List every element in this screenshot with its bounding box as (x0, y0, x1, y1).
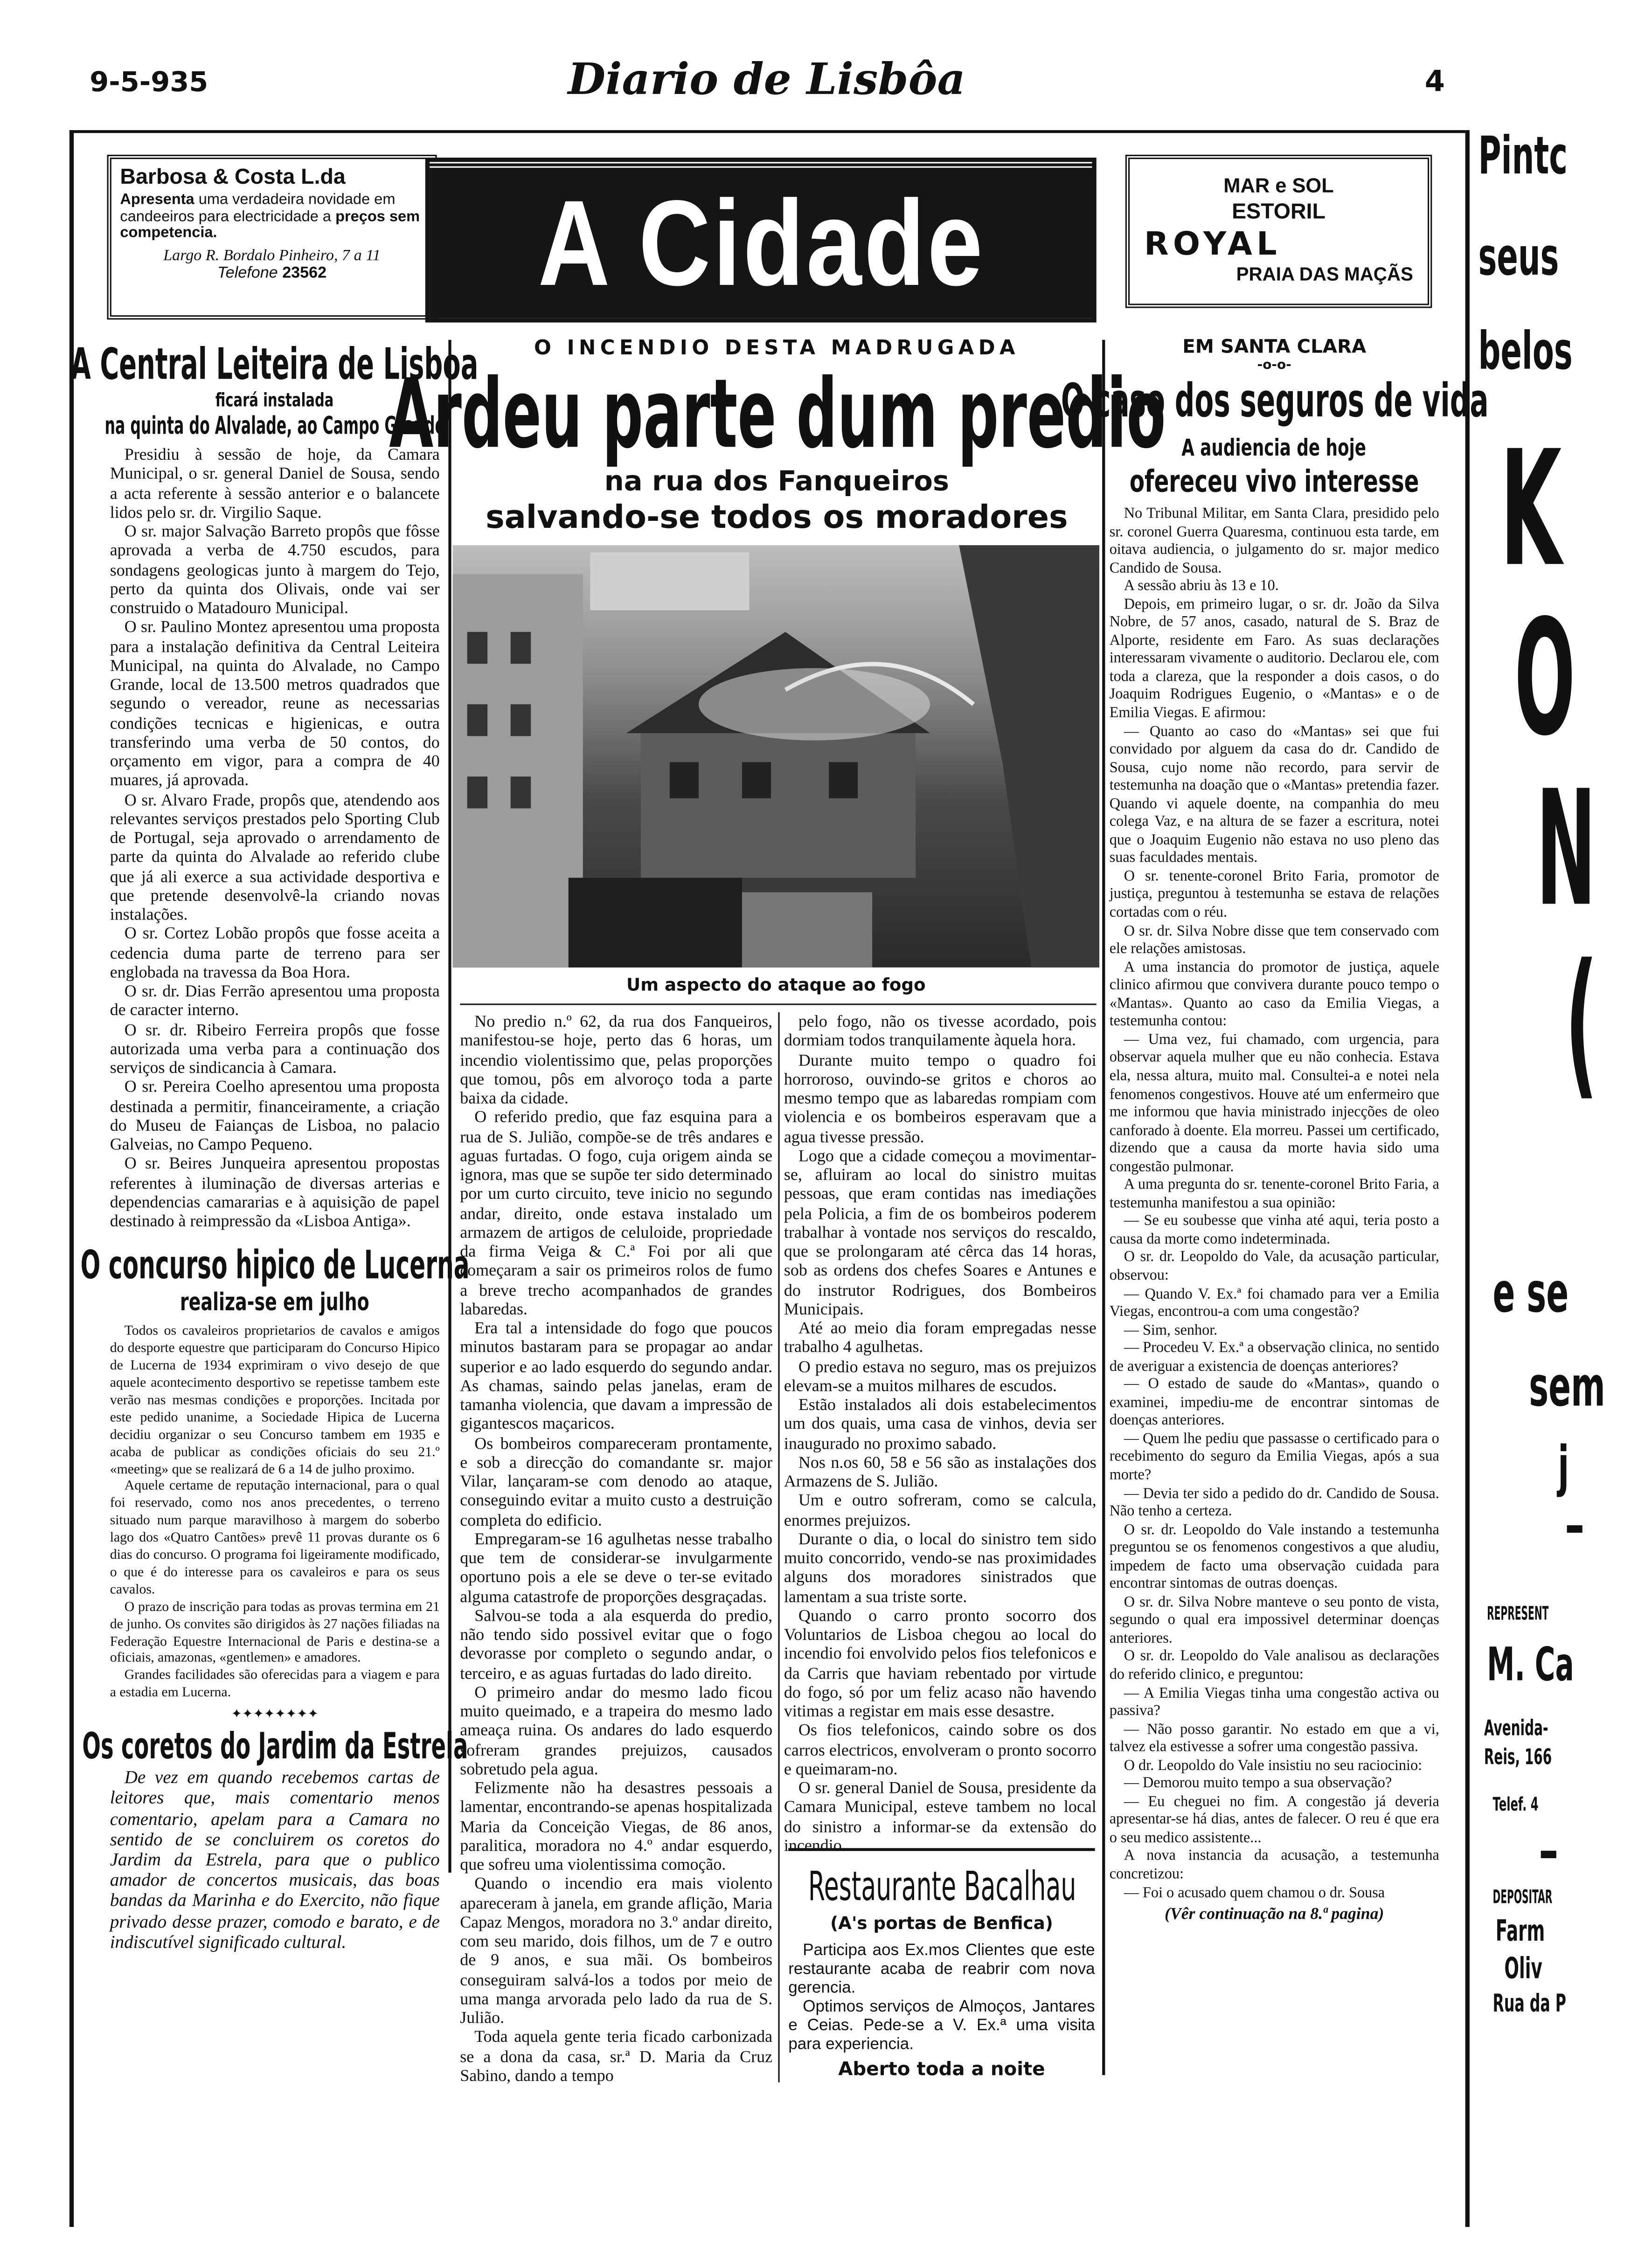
article-subheadline: ofereceu vivo interesse (1129, 464, 1419, 499)
article-subheadline: na quinta do Alvalade, ao Campo Grande (104, 412, 445, 441)
column-divider (448, 340, 451, 1873)
paragraph: — A Emilia Viegas tinha uma congestão activa ou passiva? (1109, 1685, 1439, 1720)
paragraph: O sr. dr. Leopoldo do Vale, da acusação particular, observou: (1109, 1250, 1439, 1284)
paragraph: — Uma vez, fui chamado, com urgencia, para observar aquela mulher que eu não conhecia. Estava ela, nessa altura, muito mal. Consultei-a e notei nela fenomenos congestivos. Houve até um enfermeiro que me informou que havia ministrado injecções de oleo canforado à doente. Ela morreu. Passei um certificado, dizendo que a causa da morte havia sido uma congestão pulmonar. (1109, 1032, 1439, 1175)
ad-right-strip (1478, 127, 1652, 2256)
ad-strip-text: sem (1529, 1355, 1605, 1419)
ad-text: Participa aos Ex.mos Clientes que este restaurante acaba de reabrir com nova gerencia. (788, 1942, 1095, 1997)
paragraph: Os bombeiros compareceram prontamente, e sob a direcção do comandante sr. major Vilar, lançaram-se com denodo ao ataque, conseguindo evitar a muito custo a destruição completa do edificio. (460, 1433, 773, 1529)
paragraph: Os fios telefonicos, caindo sobre os dos carros electricos, envolveram o pronto socorro e queimaram-no. (784, 1721, 1097, 1778)
paragraph: Toda aquela gente teria ficado carbonizada se a dona da casa, sr.ª D. Maria da Cruz Sabino, dando a tempo (460, 2027, 773, 2085)
ad-text: Optimos serviços de Almoços, Jantares e Ceias. Pede-se a V. Ex.ª uma visita para experiencia. (788, 1998, 1095, 2054)
paragraph: O sr. dr. Leopoldo do Vale analisou as declarações do referido clinico, e preguntou: (1109, 1649, 1439, 1683)
continuation-note: (Vêr continuação na 8.ª pagina) (1165, 1906, 1384, 1924)
ad-strip-text: ▬ (1539, 1842, 1558, 1866)
paragraph: Um e outro sofreram, como se calcula, enormes prejuizos. (784, 1491, 1097, 1529)
ad-line: ESTORIL (1232, 199, 1326, 224)
paragraph: O sr. dr. Silva Nobre disse que tem conservado com ele relações amistosas. (1109, 923, 1439, 958)
paragraph: — Quando V. Ex.ª foi chamado para ver a Emilia Viegas, encontrou-a com uma congestão? (1109, 1286, 1439, 1321)
paragraph: — Não posso garantir. No estado em que a vi, talvez ela estivesse a sofrer uma congestão passiva. (1109, 1722, 1439, 1756)
ad-strip-text: Telef. 4 (1492, 1794, 1539, 1817)
ad-strip-letter: N (1536, 756, 1596, 941)
paragraph: Nos n.os 60, 58 e 56 são as instalações dos Armazens de S. Julião. (784, 1453, 1097, 1491)
paragraph: — Demorou muito tempo a sua observação? (1124, 1776, 1392, 1792)
paragraph: Durante o dia, o local do sinistro tem sido muito concorrido, vendo-se nas proximidades alguns dos moradores sinistrados que lamentam a sua triste sorte. (784, 1529, 1097, 1606)
ad-strip-text: e se (1492, 1261, 1569, 1325)
paragraph: Até ao meio dia foram empregadas nesse trabalho 4 agulhetas. (784, 1319, 1097, 1357)
fire-photo (453, 545, 1099, 968)
article-body-column (784, 1012, 1097, 1855)
paragraph: O referido predio, que faz esquina para a rua de S. Julião, compõe-se de três andares e aguas furtadas. O fogo, cuja origem ainda se ignora, mas que se supõe ter sido determinado por um curto circuito, teve inicio no segundo andar, direito, onde estava instalado um armazem de artigos de celuloide, propriedade da firma Veiga & C.ª Foi por ali que começaram a sair os primeiros rolos de fumo a breve trecho acompanhados de grandes labaredas. (460, 1108, 773, 1319)
paragraph: Durante muito tempo o quadro foi horroroso, ouvindo-se gritos e choros ao mesmo tempo que as labaredas rompiam com violencia e os bombeiros esperavam que a agua tivesse pressão. (784, 1051, 1097, 1146)
article-body (110, 445, 440, 1231)
article-body (110, 1767, 440, 1952)
paragraph: O sr. general Daniel de Sousa, presidente da Camara Municipal, esteve tambem no local do sinistro a informar-se da extensão do incendio. (784, 1778, 1097, 1855)
paragraph: O prazo de inscrição para todas as provas termina em 21 de junho. Os convites são dirigidos às 27 nações filiadas na Federação Equestre Internacional de Paris e destina-se a oficiais, amazonas, «gentlemen» e amadores. (110, 1599, 440, 1667)
ad-barbosa-costa (107, 155, 437, 320)
paragraph: O sr. Pereira Coelho apresentou uma proposta destinada a permitir, financeiramente, a criação do Museu de Faianças de Lisboa, no palacio Galveias, no Campo Pequeno. (110, 1078, 440, 1154)
ad-strip-text: Avenida- (1484, 1715, 1548, 1741)
article-headline: O caso dos seguros de vida (1060, 373, 1488, 428)
ad-strip-text: REPRESENT (1487, 1604, 1549, 1625)
caption-rule (460, 1003, 1097, 1005)
article-kicker: O INCENDIO DESTA MADRUGADA (534, 337, 1020, 360)
paragraph: A uma pregunta do sr. tenente-coronel Brito Faria, a testemunha manifestou a sua opinião: (1109, 1177, 1439, 1212)
article-kicker: EM SANTA CLARA (1182, 337, 1367, 359)
paragraph: Depois, em primeiro lugar, o sr. dr. João da Silva Nobre, de 57 anos, casado, natural de S. Braz de Alporte, residente em Faro. As suas declarações interessaram vivamente o auditorio. Declarou ele, com toda a clareza, que la responder a dois casos, o do Joaquim Rodrigues Eugenio, o «Mantas» e o de Emilia Viegas. E afirmou: (1109, 597, 1439, 722)
paragraph: No Tribunal Militar, em Santa Clara, presidido pelo sr. coronel Guerra Quaresma, continuou esta tarde, em oitava audiencia, o julgamento do sr. major medico Candido de Sousa. (1109, 506, 1439, 577)
paragraph: A sessão abriu às 13 e 10. (1124, 579, 1279, 595)
article-subheadline: ficará instalada (215, 390, 334, 412)
paragraph: O predio estava no seguro, mas os prejuizos elevam-se a muitos milhares de escudos. (784, 1357, 1097, 1395)
ad-strip-text: M. Ca (1487, 1637, 1574, 1692)
ad-restaurant-name: Restaurante Bacalhau (807, 1862, 1076, 1910)
article-central-leiteira (71, 339, 479, 1952)
paragraph: No predio n.º 62, da rua dos Fanqueiros, manifestou-se hoje, perto das 6 horas, um incendio violentissimo que, pelas proporções que tomou, pôs em alvoroço toda a parte baixa da cidade. (460, 1012, 773, 1108)
photo-caption: Um aspecto do ataque ao fogo (626, 975, 926, 995)
page-number: 4 (1424, 63, 1445, 98)
paragraph: Logo que a cidade começou a movimentar-se, afluiram ao local do sinistro muitas pessoas, que eram contidas nas imediações pela Policia, a fim de os bombeiros poderem trabalhar à vontade nos serviços do rescaldo, que se prolongaram até cêrca das 14 horas, sob as ordens dos chefes Soares e Antunes e do instrutor Rodrigues, dos Bombeiros Municipais. (784, 1146, 1097, 1319)
article-headline: A Central Leiteira de Lisboa (71, 339, 479, 391)
paragraph: — Eu cheguei no fim. A congestão já deveria apresentar-se há dias, antes de falecer. O reu é que era o seu medico assistente... (1109, 1794, 1439, 1847)
ad-hotel-name: ROYAL (1144, 227, 1281, 263)
ad-phone: Telefone 23562 (217, 263, 327, 282)
paragraph: A nova instancia da acusação, a testemunha concretizou: (1109, 1848, 1439, 1883)
ad-strip-text: j (1558, 1434, 1569, 1498)
section-banner (430, 162, 1092, 318)
article-subheadline: realiza-se em julho (180, 1289, 370, 1318)
ornament: -o-o- (1257, 359, 1291, 373)
ad-strip-text: Farm (1495, 1913, 1545, 1948)
article-subheadline: salvando-se todos os moradores (486, 500, 1068, 537)
paragraph: Estão instalados ali dois estabelecimentos um dos quais, uma casa de vinhos, devia ser inaugurado no proximo sabado. (784, 1395, 1097, 1453)
paragraph: O sr. Alvaro Frade, propôs que, atendendo aos relevantes serviços prestados pelo Sporting Club de Portugal, seja aprovado o arrendamento de parte da quinta do Alvalade ao referido clube que já ali exerce a sua actividade desportiva e que pretende desenvolvê-la criando novas instalações. (110, 790, 440, 924)
article-seguros (1060, 337, 1488, 1924)
right-strip-rule (1465, 130, 1470, 2227)
ad-strip-letter: O (1514, 586, 1576, 771)
ad-closing: Aberto toda a noite (838, 2059, 1045, 2081)
paragraph: O sr. tenente-coronel Brito Faria, promotor de justiça, preguntou à testemunha se estava de relações cortadas com o réu. (1109, 869, 1439, 921)
paragraph: Salvou-se toda a ala esquerda do predio, não tendo sido possivel evitar que o fogo devorasse por completo o segundo andar, o terceiro, e as aguas furtadas do lado direito. (460, 1606, 773, 1683)
section-banner-title: A Cidade (537, 175, 985, 311)
paragraph: O sr. dr. Ribeiro Ferreira propôs que fosse autorizada uma verba para a continuação dos serviços de sindicancia à Camara. (110, 1020, 440, 1078)
paragraph: O primeiro andar do mesmo lado ficou muito queimado, e a trapeira do mesmo lado ameaça ruina. Os andares do lado esquerdo sofreram grandes prejuizos, causados sobretudo pela agua. (460, 1683, 773, 1778)
paragraph: Quando o incendio era mais violento apareceram à janela, em grande aflição, Maria Capaz Mengos, moradora no 3.º andar direito, com seu marido, dois filhos, um de 7 e outro de 9 anos, e sua mãi. Os bombeiros conseguiram salvá-los a todos por meio de uma manga arvorada pelo lado da rua de S. Julião. (460, 1874, 773, 2028)
ad-strip-text: Rua da P (1492, 1990, 1566, 2019)
column-divider (778, 1012, 779, 2082)
ad-company-name: Barbosa & Costa L.da (120, 165, 346, 190)
paragraph: — Devia ter sido a pedido do dr. Candido de Sousa. Não tenho a certeza. (1109, 1486, 1439, 1520)
paragraph: — Quem lhe pediu que passasse o certificado para o recebimento do seguro da Emilia Viegas, após a sua morte? (1109, 1431, 1439, 1484)
article-headline: Ardeu parte dum predio (388, 359, 1166, 470)
ornament-separator: ✦✦✦✦✦✦✦✦ (231, 1707, 319, 1722)
paragraph: — Sim, senhor. (1124, 1322, 1218, 1339)
paragraph: — Quanto ao caso do «Mantas» sei que fui convidado por alguem da casa do dr. Candido de Sousa, cujo nome não recordo, para servir de testemunha na doação que o «Mantas» pretendia fazer. Quando vi aquele doente, na companhia do meu colega Vaz, e na altura de se fazer a escritura, notei que o Joaquim Eugenio não estava no uso pleno das suas faculdades mentais. (1109, 724, 1439, 867)
paragraph: pelo fogo, não os tivesse acordado, pois dormiam todos tranquilamente àquela hora. (784, 1012, 1097, 1051)
paragraph: Felizmente não ha desastres pessoais a lamentar, encontrando-se apenas hospitalizada Maria da Conceição Viegas, de 86 anos, paralitica, moradora no 4.º andar esquerdo, que sofreu uma violentissima comoção. (460, 1778, 773, 1874)
ad-description: Apresenta uma verdadeira novidade em candeeiros para electricidade a preços sem competencia. (120, 191, 420, 242)
paragraph: O sr. Cortez Lobão propôs que fosse aceita a cedencia duma parte de terreno para ser englobada na travessa da Boa Hora. (110, 924, 440, 982)
paragraph: Aquele certame de reputação internacional, para o qual foi reservado, como nos anos precedentes, o terreno situado num parque maravilhoso à margem do soberbo lago dos «Quatro Cantões» prevê 11 provas durante os 6 dias do concurso. O programa foi ligeiramente modificado, o que é do interesse para os cavaleiros e para os seus cavalos. (110, 1478, 440, 1598)
column-divider (1102, 340, 1104, 2075)
article-headline: Os coretos do Jardim da Estrela (82, 1725, 468, 1768)
paragraph: O dr. Leopoldo do Vale insistiu no seu raciocinio: (1124, 1758, 1423, 1774)
ad-restaurante-bacalhau (788, 1848, 1095, 2082)
ad-location: (A's portas de Benfica) (830, 1913, 1053, 1934)
ad-strip-text: seus (1478, 228, 1559, 288)
paragraph: Grandes facilidades são oferecidas para a viagem e para a estadia em Lucerna. (110, 1667, 440, 1701)
article-body (1110, 506, 1439, 1903)
paragraph: Todos os cavaleiros proprietarios de cavalos e amigos do desporte equestre que participaram do Concurso Hipico de Lucerna de 1934 exprimiram o vivo desejo de que aquele acontecimento desportivo se repetisse tambem este verão nas mesmas condições e proporções. Incitada por este pedido unanime, a Sociedade Hipica de Lucerna decidiu organizar o seu Concurso tambem em 1935 e acaba de publicar as condições oficiais do seu 21.º «meeting» que se realizará de 6 a 14 de julho proximo. (110, 1323, 440, 1477)
ad-mar-e-sol (1125, 155, 1432, 308)
paragraph: Presidiu à sessão de hoje, da Camara Municipal, o sr. general Daniel de Sousa, sendo a acta referente à sessão anterior e o balancete lidos pelo sr. dr. Virgilio Saque. (110, 445, 440, 522)
article-headline: O concurso hipico de Lucerna (80, 1244, 470, 1289)
paragraph: — O estado de saude do «Mantas», quando o examinei, impediu-me de encontrar sintomas de doenças anteriores. (1109, 1377, 1439, 1430)
paragraph: Empregaram-se 16 agulhetas nesse trabalho que tem de considerar-se invulgarmente oportuno pois a ele se deve o ter-se evitado alguma catastrofe de proporções desgraçadas. (460, 1529, 773, 1606)
ad-strip-text: Oliv (1504, 1950, 1542, 1986)
ad-line: MAR e SOL (1223, 173, 1334, 197)
ad-strip-letter: K (1500, 416, 1562, 602)
ad-strip-letter: ( (1565, 930, 1598, 1115)
article-body-column (460, 1012, 772, 2089)
paragraph: O sr. dr. Dias Ferrão apresentou uma proposta de caracter interno. (110, 982, 440, 1020)
article-body (110, 1323, 440, 1702)
ad-strip-text: Pintc (1478, 127, 1568, 187)
article-subheadline: na rua dos Fanqueiros (604, 465, 949, 498)
left-rule (69, 130, 73, 2227)
paragraph: A uma instancia do promotor de justiça, aquele clinico afirmou que convivera durante pouco tempo o «Mantas». Quanto ao caso da Emilia Viegas, a testemunha contou: (1109, 960, 1439, 1030)
article-subheadline: A audiencia de hoje (1182, 434, 1367, 462)
ad-line: PRAIA DAS MAÇÃS (1236, 263, 1413, 285)
paragraph: Quando o carro pronto socorro dos Voluntarios de Lisboa chegou ao local do incendio foi envolvido pelos fios telefonicos e da Carris que haviam rebentado por virtude do fogo, só por um feliz acaso não havendo vitimas a registar em mais esse desastre. (784, 1606, 1097, 1721)
top-rule (69, 130, 1465, 132)
ad-strip-text: belos (1478, 322, 1573, 382)
fire-scene-image (453, 545, 1099, 968)
paragraph: O sr. major Salvação Barreto propôs que fôsse aprovada a verba de 4.750 escudos, para sondagens geologicas junto à margem do Tejo, perto da quinta dos Olivais, onde vai ser construido o Matadouro Municipal. (110, 522, 440, 618)
paragraph: O sr. dr. Leopoldo do Vale instando a testemunha preguntou se os fenomenos congestivos a que aludiu, impedem de facto uma observação cuidada para encontrar sintomas de outras doenças. (1109, 1522, 1439, 1593)
ad-strip-text: Reis, 166 (1484, 1744, 1552, 1770)
newspaper-title: Diario de Lisbôa (568, 55, 965, 106)
paragraph: — Foi o acusado quem chamou o dr. Sousa (1124, 1885, 1385, 1901)
paragraph: O sr. dr. Silva Nobre manteve o seu ponto de vista, segundo o qual era impossivel determinar doenças anteriores. (1109, 1595, 1439, 1647)
ad-address: Largo R. Bordalo Pinheiro, 7 a 11 (163, 246, 381, 264)
ad-strip-text: DEPOSITAR (1492, 1887, 1553, 1909)
paragraph: — Procedeu V. Ex.ª a observação clinica, no sentido de averiguar a existencia de doenças anteriores? (1109, 1341, 1439, 1375)
issue-date: 9-5-935 (90, 66, 208, 98)
paragraph: Era tal a intensidade do fogo que poucos minutos bastaram para se propagar ao andar superior e ao lado esquerdo do segundo andar. As chamas, saindo pelas janelas, eram de tamanha violencia, que davam a impressão de gigantescos maçaricos. (460, 1319, 773, 1434)
paragraph: — Se eu soubesse que vinha até aqui, teria posto a causa da morte como indeterminada. (1109, 1214, 1439, 1248)
ad-strip-text: ▬ (1565, 1517, 1584, 1540)
paragraph: O sr. Beires Junqueira apresentou propostas referentes à iluminação de diversas arterias e dependencias camararias e à aquisição de papel destinado à reimpressão da «Lisboa Antiga». (110, 1154, 440, 1231)
paragraph: De vez em quando recebemos cartas de leitores que, mais comentario menos comentario, apelam para a Camara no sentido de se concluirem os coretos do Jardim da Estrela, para que o publico amador de concertos musicais, das boas bandas da Marinha e do Exercito, não fique privado desse prazer, comodo e barato, e de indiscutível significado cultural. (110, 1767, 440, 1952)
paragraph: O sr. Paulino Montez apresentou uma proposta para a instalação definitiva da Central Leiteira Municipal, na quinta do Alvalade, no Campo Grande, local de 13.500 metros quadrados que segundo o vereador, reune as necessarias condições tecnicas e higienicas, e outra transferindo uma verba de 50 contos, do orçamento em vigor, para a compra de 40 muares, já aprovada. (110, 618, 440, 790)
